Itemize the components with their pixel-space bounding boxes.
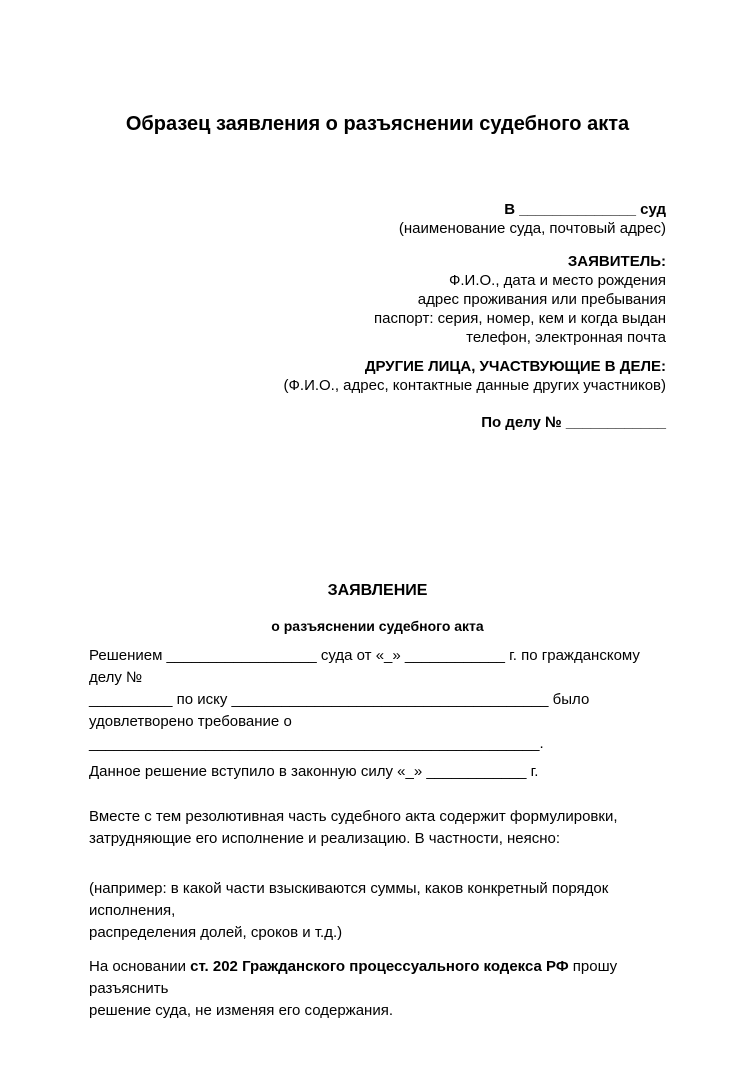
text-line: прошу разъяснить	[89, 958, 618, 997]
case-number-line: По делу № ____________	[481, 414, 666, 431]
paragraph-request	[89, 956, 666, 1022]
applicant-detail-line: Ф.И.О., дата и место рождения	[448, 272, 666, 289]
paragraph-unclear-wording	[89, 806, 666, 850]
application-subheading: о разъяснении судебного акта	[271, 618, 484, 634]
applicant-label: ЗАЯВИТЕЛЬ:	[567, 253, 666, 270]
text-line: Вместе с тем резолютивная часть судебного акта содержит формулировки,	[89, 808, 618, 825]
applicant-detail-line: адрес проживания или пребывания	[417, 291, 666, 308]
text-line: __________ по иску ______________________________________ было	[89, 691, 590, 708]
court-hint: (наименование суда, почтовый адрес)	[398, 220, 666, 237]
court-header-block	[0, 200, 755, 432]
other-parties-label: ДРУГИЕ ЛИЦА, УЧАСТВУЮЩИЕ В ДЕЛЕ:	[364, 358, 666, 375]
application-heading-block	[0, 581, 755, 635]
text-line: затрудняющие его исполнение и реализацию. В частности, неясно:	[89, 830, 561, 847]
text-line: ______________________________________________________.	[89, 735, 544, 752]
text-line: На основании	[89, 958, 191, 975]
document-title: Образец заявления о разъяснении судебного акта	[125, 113, 630, 135]
applicant-detail-line: телефон, электронная почта	[466, 329, 666, 346]
other-parties-hint: (Ф.И.О., адрес, контактные данные других участников)	[283, 377, 666, 394]
paragraph-legal-force: Данное решение вступило в законную силу «_» ____________ г.	[89, 763, 539, 780]
court-blank-line: В ______________ суд	[504, 201, 666, 218]
applicant-detail-line: паспорт: серия, номер, кем и когда выдан	[374, 310, 666, 327]
paragraph-example-note	[89, 878, 666, 944]
law-reference: ст. 202 Гражданского процессуального кодекса РФ	[190, 958, 569, 975]
text-line: Решением __________________ суда от «_» ____________ г. по гражданскому делу №	[89, 647, 640, 686]
text-line: распределения долей, сроков и т.д.)	[89, 924, 343, 941]
application-heading: ЗАЯВЛЕНИЕ	[327, 582, 428, 599]
text-line: удовлетворено требование о	[89, 713, 292, 730]
text-line: решение суда, не изменяя его содержания.	[89, 1002, 394, 1019]
text-line: (например: в какой части взыскиваются суммы, каков конкретный порядок исполнения,	[89, 880, 609, 919]
document-body	[0, 645, 755, 1022]
paragraph-decision	[89, 645, 666, 755]
